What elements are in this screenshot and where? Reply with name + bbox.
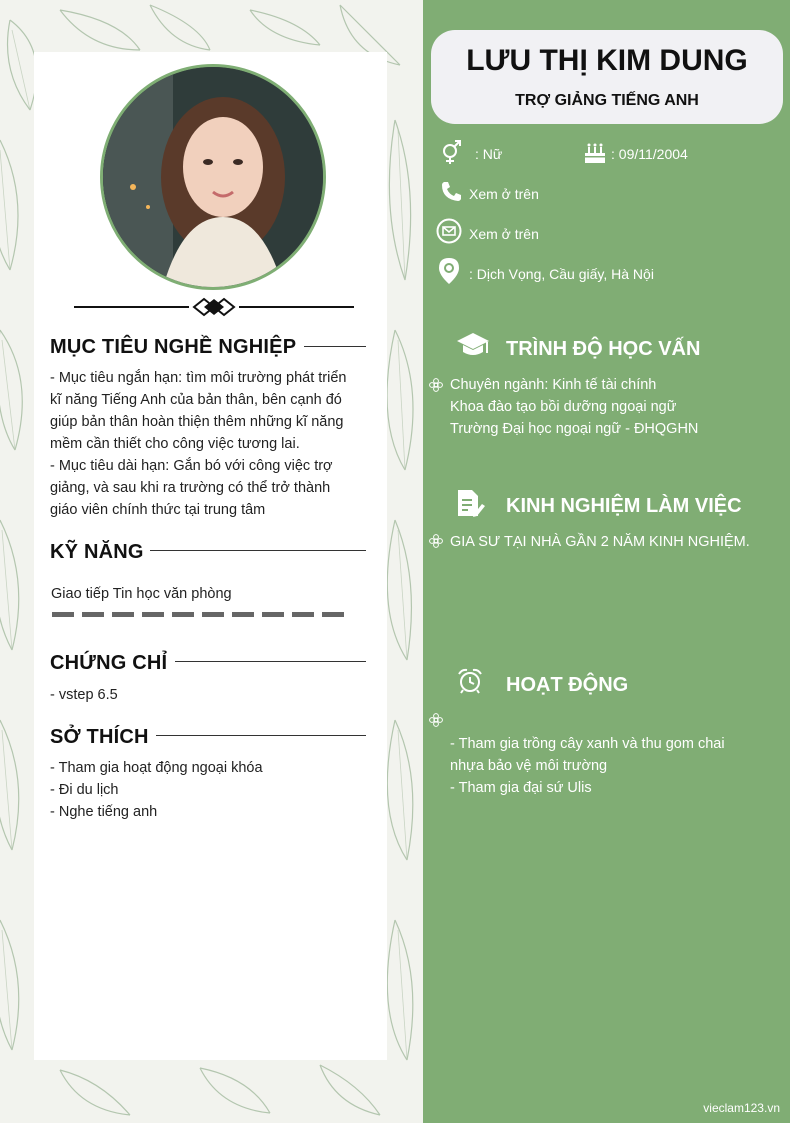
objective-text xyxy=(50,367,354,521)
name-header-box xyxy=(431,30,783,124)
phone-icon xyxy=(440,180,462,202)
gender-icon xyxy=(440,140,464,166)
certificates-title: CHỨNG CHỈ xyxy=(50,652,168,674)
flower-bullet-icon xyxy=(429,534,443,548)
footer-site-link[interactable]: vieclam123.vn xyxy=(703,1101,780,1115)
education-details xyxy=(450,374,698,440)
divider-ornament xyxy=(74,296,354,318)
education-title: TRÌNH ĐỘ HỌC VẤN xyxy=(506,338,701,360)
objective-title: MỤC TIÊU NGHỀ NGHIỆP xyxy=(50,336,297,358)
objective-line: giáo viên chính thức tại trung tâm xyxy=(50,502,266,518)
objective-line: - Mục tiêu ngắn hạn: tìm môi trường phát triển xyxy=(50,370,347,386)
hobbies-title-line xyxy=(156,735,366,736)
experience-text: GIA SƯ TẠI NHÀ GẦN 2 NĂM KINH NGHIỆM. xyxy=(450,534,750,550)
gender-text: : Nữ xyxy=(475,146,503,162)
candidate-name: LƯU THỊ KIM DUNG xyxy=(466,44,748,77)
hobby-item: - Nghe tiếng anh xyxy=(50,804,158,820)
document-edit-icon xyxy=(456,488,486,520)
objective-line: mềm cần thiết cho công việc tương lai. xyxy=(50,436,300,452)
activities-title: HOẠT ĐỘNG xyxy=(506,674,629,696)
profile-photo-illustration xyxy=(103,67,323,287)
job-title: TRỢ GIẢNG TIẾNG ANH xyxy=(515,92,699,109)
certificates-text: - vstep 6.5 xyxy=(50,687,118,703)
objective-line: - Mục tiêu dài hạn: Gắn bó với công việc trợ xyxy=(50,458,333,474)
right-panel xyxy=(423,0,790,1123)
birthday-text: : 09/11/2004 xyxy=(611,146,688,162)
objective-line: kĩ năng Tiếng Anh của bản thân, bên cạnh đó xyxy=(50,392,342,408)
hobby-item: - Đi du lịch xyxy=(50,782,119,798)
hobby-item: - Tham gia hoạt động ngoại khóa xyxy=(50,760,263,776)
education-line: Chuyên ngành: Kinh tế tài chính xyxy=(450,377,657,393)
experience-title: KINH NGHIỆM LÀM VIỆC xyxy=(506,495,742,517)
email-icon xyxy=(436,218,462,244)
address-text: : Dịch Vọng, Cầu giấy, Hà Nội xyxy=(469,266,654,282)
phone-text: Xem ở trên xyxy=(469,186,539,202)
objective-line: giảng, và sau khi ra trường có thể trở thành xyxy=(50,480,331,496)
activities-details xyxy=(450,733,755,799)
certificates-title-line xyxy=(175,661,366,662)
alarm-clock-icon xyxy=(456,667,484,695)
birthday-cake-icon xyxy=(583,141,607,165)
skills-text: Giao tiếp Tin học văn phòng xyxy=(51,586,232,602)
location-pin-icon xyxy=(438,257,460,285)
graduation-cap-icon xyxy=(456,331,490,361)
skills-title: KỸ NĂNG xyxy=(50,541,144,563)
flower-bullet-icon xyxy=(429,378,443,392)
flower-bullet-icon xyxy=(429,713,443,727)
hobbies-title: SỞ THÍCH xyxy=(50,726,149,748)
education-line: Khoa đào tạo bồi dưỡng ngoại ngữ xyxy=(450,399,677,415)
skills-title-line xyxy=(150,550,366,551)
activity-line: - Tham gia trồng cây xanh và thu gom chai xyxy=(450,736,725,752)
email-text: Xem ở trên xyxy=(469,226,539,242)
activity-line: - Tham gia đại sứ Ulis xyxy=(450,780,592,796)
objective-line: giúp bản thân hoàn thiện thêm những kĩ năng xyxy=(50,414,344,430)
skill-level-bar xyxy=(52,610,344,618)
education-line: Trường Đại học ngoại ngữ - ĐHQGHN xyxy=(450,421,699,437)
objective-title-line xyxy=(304,346,366,347)
hobbies-list xyxy=(50,757,263,823)
profile-photo xyxy=(100,64,326,290)
activity-line: nhựa bảo vệ môi trường xyxy=(450,758,608,774)
